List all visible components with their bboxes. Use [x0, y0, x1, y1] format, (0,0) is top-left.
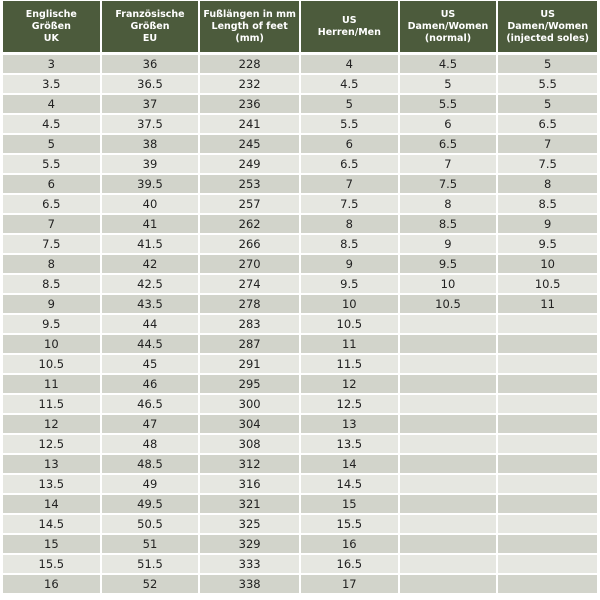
cell-uk: 12	[3, 413, 102, 433]
cell-us-women-normal	[400, 393, 499, 413]
cell-us-women-injected	[498, 493, 597, 513]
table-row	[3, 293, 597, 313]
cell-uk: 8.5	[3, 273, 102, 293]
cell-foot-length: 241	[200, 113, 301, 133]
cell-us-men: 16	[301, 533, 400, 553]
cell-us-women-injected	[498, 373, 597, 393]
header-line: Length of feet (mm)	[211, 20, 288, 44]
cell-eu: 37.5	[102, 113, 201, 133]
cell-us-women-injected	[498, 513, 597, 533]
header-line: EU	[142, 32, 158, 44]
table-row	[3, 573, 597, 593]
cell-eu: 39	[102, 153, 201, 173]
cell-foot-length: 316	[200, 473, 301, 493]
cell-us-women-normal	[400, 473, 499, 493]
cell-foot-length: 228	[200, 52, 301, 73]
cell-eu: 37	[102, 93, 201, 113]
cell-eu: 40	[102, 193, 201, 213]
cell-us-women-normal: 6	[400, 113, 499, 133]
cell-us-men: 4	[301, 52, 400, 73]
cell-us-men: 14.5	[301, 473, 400, 493]
cell-uk: 15	[3, 533, 102, 553]
cell-foot-length: 266	[200, 233, 301, 253]
cell-us-women-normal	[400, 533, 499, 553]
cell-us-women-normal: 9	[400, 233, 499, 253]
cell-us-women-injected: 11	[498, 293, 597, 313]
table-row	[3, 133, 597, 153]
cell-us-men: 6	[301, 133, 400, 153]
cell-eu: 49	[102, 473, 201, 493]
cell-us-men: 7	[301, 173, 400, 193]
cell-us-women-injected	[498, 413, 597, 433]
cell-eu: 52	[102, 573, 201, 593]
size-chart	[3, 1, 597, 593]
table-row	[3, 493, 597, 513]
table-row	[3, 473, 597, 493]
table-body	[3, 52, 597, 593]
table-row	[3, 73, 597, 93]
table-row	[3, 233, 597, 253]
cell-foot-length: 304	[200, 413, 301, 433]
cell-us-women-normal	[400, 353, 499, 373]
cell-us-women-injected	[498, 473, 597, 493]
header-line: Herren/Men	[317, 26, 381, 38]
table-row	[3, 393, 597, 413]
cell-us-men: 5.5	[301, 113, 400, 133]
header-line: (injected soles)	[506, 32, 589, 44]
cell-eu: 48	[102, 433, 201, 453]
cell-us-men: 12.5	[301, 393, 400, 413]
cell-us-women-injected	[498, 433, 597, 453]
cell-us-women-normal: 9.5	[400, 253, 499, 273]
cell-us-women-normal	[400, 553, 499, 573]
cell-eu: 44	[102, 313, 201, 333]
cell-foot-length: 262	[200, 213, 301, 233]
header-us-women-injected	[498, 1, 597, 52]
cell-us-men: 16.5	[301, 553, 400, 573]
table-row	[3, 533, 597, 553]
table-row	[3, 413, 597, 433]
cell-foot-length: 270	[200, 253, 301, 273]
table-row	[3, 513, 597, 533]
header-us-men	[301, 1, 400, 52]
cell-us-men: 10.5	[301, 313, 400, 333]
cell-foot-length: 257	[200, 193, 301, 213]
cell-foot-length: 308	[200, 433, 301, 453]
header-line: US	[342, 14, 357, 26]
cell-eu: 42	[102, 253, 201, 273]
table-row	[3, 213, 597, 233]
header-uk	[3, 1, 102, 52]
cell-us-women-normal: 7.5	[400, 173, 499, 193]
cell-us-men: 11.5	[301, 353, 400, 373]
table-row	[3, 153, 597, 173]
cell-us-women-injected: 7.5	[498, 153, 597, 173]
cell-eu: 47	[102, 413, 201, 433]
cell-us-women-injected: 5	[498, 93, 597, 113]
cell-us-women-normal	[400, 453, 499, 473]
header-line: Damen/Women	[507, 20, 588, 32]
cell-uk: 16	[3, 573, 102, 593]
cell-eu: 36	[102, 52, 201, 73]
cell-us-men: 12	[301, 373, 400, 393]
cell-eu: 46	[102, 373, 201, 393]
cell-uk: 14	[3, 493, 102, 513]
header-line: Damen/Women	[407, 20, 489, 32]
cell-foot-length: 236	[200, 93, 301, 113]
header-line: US	[540, 8, 555, 20]
cell-us-women-normal: 10.5	[400, 293, 499, 313]
cell-us-women-injected	[498, 333, 597, 353]
cell-us-women-injected: 9	[498, 213, 597, 233]
cell-us-women-injected: 6.5	[498, 113, 597, 133]
cell-us-women-injected: 8	[498, 173, 597, 193]
cell-foot-length: 338	[200, 573, 301, 593]
cell-eu: 51.5	[102, 553, 201, 573]
cell-us-men: 13	[301, 413, 400, 433]
cell-us-men: 8	[301, 213, 400, 233]
cell-us-women-injected: 9.5	[498, 233, 597, 253]
size-conversion-table	[3, 1, 597, 593]
table-row	[3, 253, 597, 273]
table-row	[3, 553, 597, 573]
cell-uk: 6.5	[3, 193, 102, 213]
cell-uk: 15.5	[3, 553, 102, 573]
cell-uk: 3.5	[3, 73, 102, 93]
cell-us-women-injected	[498, 553, 597, 573]
cell-uk: 10	[3, 333, 102, 353]
header-eu	[102, 1, 201, 52]
table-row	[3, 52, 597, 73]
cell-us-men: 15.5	[301, 513, 400, 533]
cell-eu: 42.5	[102, 273, 201, 293]
cell-foot-length: 333	[200, 553, 301, 573]
cell-uk: 8	[3, 253, 102, 273]
cell-eu: 41	[102, 213, 201, 233]
cell-foot-length: 287	[200, 333, 301, 353]
cell-eu: 50.5	[102, 513, 201, 533]
cell-uk: 13.5	[3, 473, 102, 493]
cell-us-men: 9.5	[301, 273, 400, 293]
table-row	[3, 353, 597, 373]
cell-eu: 45	[102, 353, 201, 373]
cell-uk: 11.5	[3, 393, 102, 413]
cell-foot-length: 312	[200, 453, 301, 473]
cell-eu: 44.5	[102, 333, 201, 353]
header-line: Englische Größen	[25, 8, 77, 32]
table-row	[3, 193, 597, 213]
cell-us-women-normal	[400, 333, 499, 353]
cell-us-women-injected	[498, 313, 597, 333]
cell-uk: 14.5	[3, 513, 102, 533]
table-row	[3, 373, 597, 393]
cell-us-women-injected	[498, 573, 597, 593]
cell-us-men: 8.5	[301, 233, 400, 253]
cell-eu: 43.5	[102, 293, 201, 313]
cell-foot-length: 249	[200, 153, 301, 173]
table-row	[3, 453, 597, 473]
cell-us-women-injected: 5	[498, 52, 597, 73]
cell-uk: 7.5	[3, 233, 102, 253]
cell-us-women-normal	[400, 573, 499, 593]
table-row	[3, 433, 597, 453]
cell-us-men: 17	[301, 573, 400, 593]
cell-foot-length: 295	[200, 373, 301, 393]
cell-uk: 9.5	[3, 313, 102, 333]
cell-us-women-injected	[498, 533, 597, 553]
table-row	[3, 313, 597, 333]
cell-us-women-normal: 6.5	[400, 133, 499, 153]
cell-us-women-injected: 7	[498, 133, 597, 153]
cell-eu: 38	[102, 133, 201, 153]
cell-foot-length: 300	[200, 393, 301, 413]
cell-foot-length: 291	[200, 353, 301, 373]
cell-uk: 9	[3, 293, 102, 313]
cell-us-men: 7.5	[301, 193, 400, 213]
cell-eu: 49.5	[102, 493, 201, 513]
cell-us-women-normal: 5	[400, 73, 499, 93]
cell-eu: 39.5	[102, 173, 201, 193]
cell-eu: 36.5	[102, 73, 201, 93]
cell-us-women-normal	[400, 313, 499, 333]
cell-us-men: 14	[301, 453, 400, 473]
cell-us-women-normal	[400, 413, 499, 433]
cell-uk: 11	[3, 373, 102, 393]
table-header	[3, 1, 597, 52]
cell-us-women-normal: 4.5	[400, 52, 499, 73]
cell-uk: 12.5	[3, 433, 102, 453]
cell-foot-length: 325	[200, 513, 301, 533]
cell-us-women-injected: 5.5	[498, 73, 597, 93]
cell-uk: 6	[3, 173, 102, 193]
table-row	[3, 93, 597, 113]
header-line: US	[440, 8, 456, 20]
cell-us-women-normal	[400, 493, 499, 513]
cell-us-women-injected: 8.5	[498, 193, 597, 213]
table-row	[3, 113, 597, 133]
header-line: Französische Größen	[115, 8, 185, 32]
cell-foot-length: 274	[200, 273, 301, 293]
cell-us-women-normal: 8	[400, 193, 499, 213]
cell-eu: 41.5	[102, 233, 201, 253]
cell-us-men: 10	[301, 293, 400, 313]
cell-us-women-normal: 5.5	[400, 93, 499, 113]
cell-uk: 3	[3, 52, 102, 73]
cell-eu: 48.5	[102, 453, 201, 473]
cell-us-women-normal: 10	[400, 273, 499, 293]
table-row	[3, 173, 597, 193]
cell-us-women-injected	[498, 393, 597, 413]
header-foot-length	[200, 1, 301, 52]
cell-us-women-injected: 10	[498, 253, 597, 273]
cell-foot-length: 278	[200, 293, 301, 313]
cell-us-women-normal	[400, 433, 499, 453]
header-line: (normal)	[424, 32, 472, 44]
cell-us-women-normal	[400, 373, 499, 393]
cell-foot-length: 283	[200, 313, 301, 333]
cell-us-men: 4.5	[301, 73, 400, 93]
cell-uk: 4.5	[3, 113, 102, 133]
cell-uk: 4	[3, 93, 102, 113]
cell-foot-length: 253	[200, 173, 301, 193]
cell-foot-length: 232	[200, 73, 301, 93]
cell-foot-length: 329	[200, 533, 301, 553]
cell-us-men: 5	[301, 93, 400, 113]
cell-us-men: 9	[301, 253, 400, 273]
table-row	[3, 273, 597, 293]
cell-foot-length: 245	[200, 133, 301, 153]
cell-us-men: 15	[301, 493, 400, 513]
cell-us-men: 6.5	[301, 153, 400, 173]
cell-us-women-normal: 7	[400, 153, 499, 173]
cell-us-women-normal	[400, 513, 499, 533]
cell-us-women-injected	[498, 353, 597, 373]
cell-uk: 7	[3, 213, 102, 233]
cell-eu: 46.5	[102, 393, 201, 413]
header-line: Fußlängen in mm	[203, 8, 296, 20]
cell-foot-length: 321	[200, 493, 301, 513]
cell-uk: 5.5	[3, 153, 102, 173]
cell-us-women-injected	[498, 453, 597, 473]
cell-uk: 10.5	[3, 353, 102, 373]
cell-eu: 51	[102, 533, 201, 553]
cell-us-men: 13.5	[301, 433, 400, 453]
cell-us-women-injected: 10.5	[498, 273, 597, 293]
header-line: UK	[43, 32, 59, 44]
table-row	[3, 333, 597, 353]
header-row	[3, 1, 597, 52]
cell-us-men: 11	[301, 333, 400, 353]
cell-us-women-normal: 8.5	[400, 213, 499, 233]
header-us-women-normal	[400, 1, 499, 52]
cell-uk: 13	[3, 453, 102, 473]
cell-uk: 5	[3, 133, 102, 153]
